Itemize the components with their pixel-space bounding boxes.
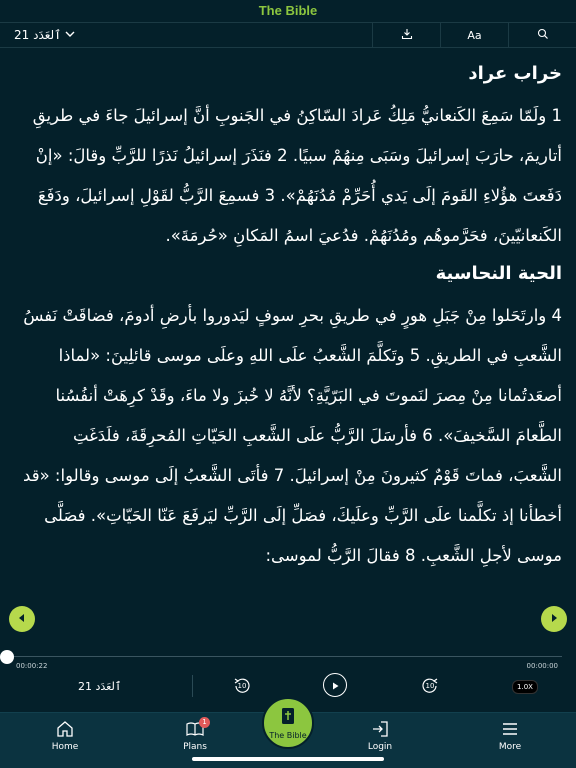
- home-indicator: [192, 757, 384, 761]
- nav-the-bible[interactable]: [262, 697, 314, 749]
- nav-label: The Bible: [269, 731, 307, 740]
- play-button[interactable]: [323, 673, 347, 697]
- book-icon: [165, 719, 225, 739]
- reader-toolbar: [0, 22, 576, 48]
- progress-track: [8, 656, 562, 657]
- nav-login[interactable]: [350, 719, 410, 752]
- nav-label: Login: [367, 742, 393, 752]
- audio-progress-bar[interactable]: [0, 654, 576, 660]
- verse-text[interactable]: 1 ولَمّا سَمِعَ الكَنعانيُّ مَلِكُ عَرادَ السّاكِنُ في الجَنوبِ أنَّ إسرائيلَ جاءَ في طريقِ أتاريمَ، حارَبَ إسرائيلَ وسَبَى مِنهُمْ سبيًا. 2 فنَذَرَ إسرائيلُ نَذرًا للرَّبِّ وقالَ: «إنْ دَفَعتَ هؤُلاءِ القَومَ إلَى يَدي أُحَرِّمْ مُدُنَهُمْ». 3 فسمِعَ الرَّبُّ لقَوْلِ إسرائيلَ، ودَفَعَ الكَنعانيّينَ، فحَرَّموهُم ومُدُنَهُمْ. فدُعيَ اسمُ المَكانِ «حُرمَةَ».: [32, 106, 562, 245]
- bible-icon: [264, 707, 312, 729]
- rewind-button[interactable]: [232, 676, 252, 696]
- playback-speed-button[interactable]: 1.0X: [512, 680, 538, 694]
- previous-chapter-button[interactable]: [9, 606, 35, 632]
- section-heading: خراب عراد: [468, 63, 562, 84]
- chapter-label: ٱلعَدَد 21: [14, 28, 62, 42]
- forward-button[interactable]: [420, 676, 440, 696]
- play-icon: [330, 676, 340, 695]
- nav-plans[interactable]: [165, 719, 225, 752]
- app-title-bar: [0, 0, 576, 22]
- player-chapter-label: ٱلعَدَد 21: [78, 680, 122, 693]
- verse-text[interactable]: 4 وارتَحَلوا مِنْ جَبَلِ هورٍ في طريقِ بحرِ سوفٍ ليَدوروا بأرضِ أدومَ، فضاقَتْ نَفسُ الشَّعبِ في الطريقِ. 5 وتَكلَّمَ الشَّعبُ علَى اللهِ وعلَى موسى قائلِينَ: «لماذا أصعَدتُمانا مِنْ مِصرَ لنَموتَ في البَرّيَّةِ؟ لأنَّهُ لا خُبزَ ولا ماءَ، وقَدْ كرِهَتْ أنفُسُنا الطَّعامَ السَّخيفَ». 6 فأرسَلَ الرَّبُّ علَى الشَّعبِ الحَيّاتِ المُحرِقَةَ، فلَدَغَتِ الشَّعبَ، فماتَ قَوْمٌ كثيرونَ مِنْ إسرائيلَ. 7 فأتَى الشَّعبُ إلَى موسى وقالوا: «قد أخطأنا إذ تكلَّمنا علَى الرَّبِّ وعلَيكَ، فصَلِّ إلَى الرَّبِّ ليَرفَعَ عَنّا الحَيّاتِ». فصَلَّى موسى لأجلِ الشَّعبِ. 8 فقالَ الرَّبُّ لموسى:: [23, 306, 562, 565]
- plans-badge: 1: [199, 717, 210, 728]
- next-chapter-button[interactable]: [541, 606, 567, 632]
- download-icon: [401, 28, 413, 43]
- remaining-time: 00:00:00: [526, 662, 558, 670]
- chevron-down-icon: [65, 29, 75, 42]
- nav-label: Plans: [183, 742, 207, 752]
- section-heading: الحية النحاسية: [435, 263, 562, 284]
- font-size-button[interactable]: [440, 23, 508, 47]
- home-icon: [35, 719, 95, 739]
- search-button[interactable]: [508, 23, 576, 47]
- scripture-reader[interactable]: [20, 56, 562, 628]
- download-button[interactable]: [372, 23, 440, 47]
- progress-handle[interactable]: [0, 650, 14, 664]
- elapsed-time: 00:00:22: [16, 662, 48, 670]
- app-title: The Bible: [258, 3, 318, 18]
- section-2: [20, 256, 562, 576]
- nav-more[interactable]: [480, 719, 540, 752]
- rewind-seconds: 10: [237, 682, 247, 690]
- section-1: [20, 56, 562, 256]
- arrow-left-icon: [17, 612, 27, 626]
- arrow-right-icon: [549, 612, 559, 626]
- nav-label: More: [498, 742, 522, 752]
- nav-home[interactable]: [35, 719, 95, 752]
- nav-label: Home: [51, 742, 79, 752]
- chapter-selector[interactable]: [0, 23, 372, 47]
- search-icon: [537, 28, 549, 43]
- menu-icon: [480, 719, 540, 739]
- login-icon: [350, 719, 410, 739]
- forward-seconds: 10: [425, 682, 435, 690]
- font-size-label: Aa: [467, 28, 482, 42]
- divider: [192, 675, 193, 697]
